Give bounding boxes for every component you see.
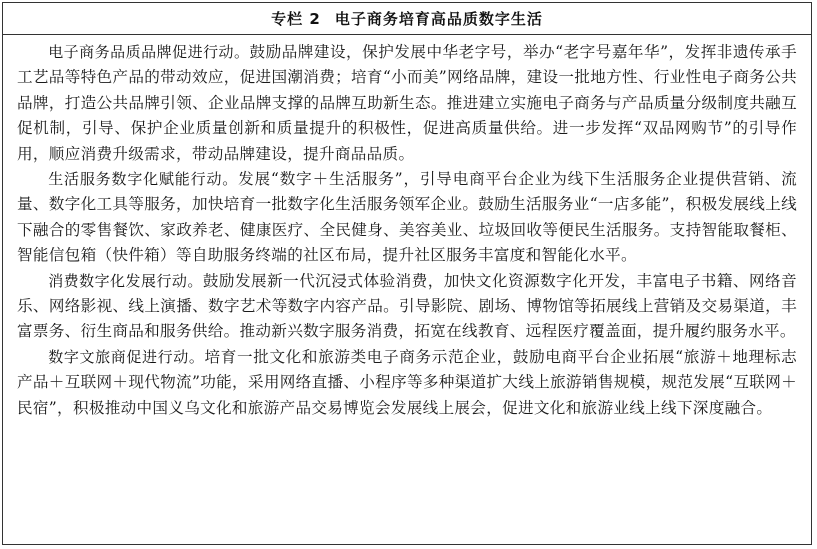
paragraph-lead: 消费数字化发展行动。 [48,271,203,290]
paragraph-culture-tourism [17,345,797,421]
paragraph-body: 鼓励品牌建设，保护发展中华老字号，举办“老字号嘉年华”，发挥非遗传承手工艺品等特色产品的带动效应，促进国潮消费；培育“小而美”网络品牌，建设一批地方性、行业性电子商务公共品牌，打造公共品牌引领、企业品牌支撑的品牌互助新生态。推进建立实施电子商务与产品质量分级制度共融互促机制，引导、保护企业质量创新和质量提升的积极性，促进高质量供给。进一步发挥“双品网购节”的引导作用，顺应消费升级需求，带动品牌建设，提升商品品质。 [17,43,797,163]
paragraph-brand-quality [17,40,797,167]
paragraph-body: 发展“数字＋生活服务”，引导电商平台企业为线下生活服务企业提供营销、流量、数字化工具等服务，加快培育一批数字化生活服务领军企业。鼓励生活服务业“一店多能”，积极发展线上线下融合的零售餐饮、家政养老、健康医疗、全民健身、美容美业、垃圾回收等便民生活服务。支持智能取餐柜、智能信包箱（快件箱）等自助服务终端的社区布局，提升社区服务丰富度和智能化水平。 [17,170,797,265]
column-box [2,2,812,545]
paragraph-lead: 生活服务数字化赋能行动。 [48,170,239,189]
column-label: 专栏 2 [271,10,321,28]
paragraph-digital-consumption [17,269,797,345]
paragraph-life-services [17,167,797,269]
paragraph-lead: 数字文旅商促进行动。 [48,347,205,366]
column-content [3,35,811,421]
column-title-bar [3,3,811,35]
column-title: 电子商务培育高品质数字生活 [334,10,543,28]
paragraph-lead: 电子商务品质品牌促进行动。 [48,43,250,61]
paragraph-body: 鼓励发展新一代沉浸式体验消费，加快文化资源数字化开发，丰富电子书籍、网络音乐、网络影视、线上演播、数字艺术等数字内容产品。引导影院、剧场、博物馆等拓展线上营销及交易渠道，丰富票务、衍生商品和服务供给。推动新兴数字服务消费，拓宽在线教育、远程医疗覆盖面，提升履约服务水平。 [17,271,797,341]
paragraph-body: 培育一批文化和旅游类电子商务示范企业，鼓励电商平台企业拓展“旅游＋地理标志产品＋互联网＋现代物流”功能，采用网络直播、小程序等多种渠道扩大线上旅游销售规模，规范发展“互联网＋民宿”，积极推动中国义乌文化和旅游产品交易博览会发展线上展会，促进文化和旅游业线上线下深度融合。 [17,347,797,417]
